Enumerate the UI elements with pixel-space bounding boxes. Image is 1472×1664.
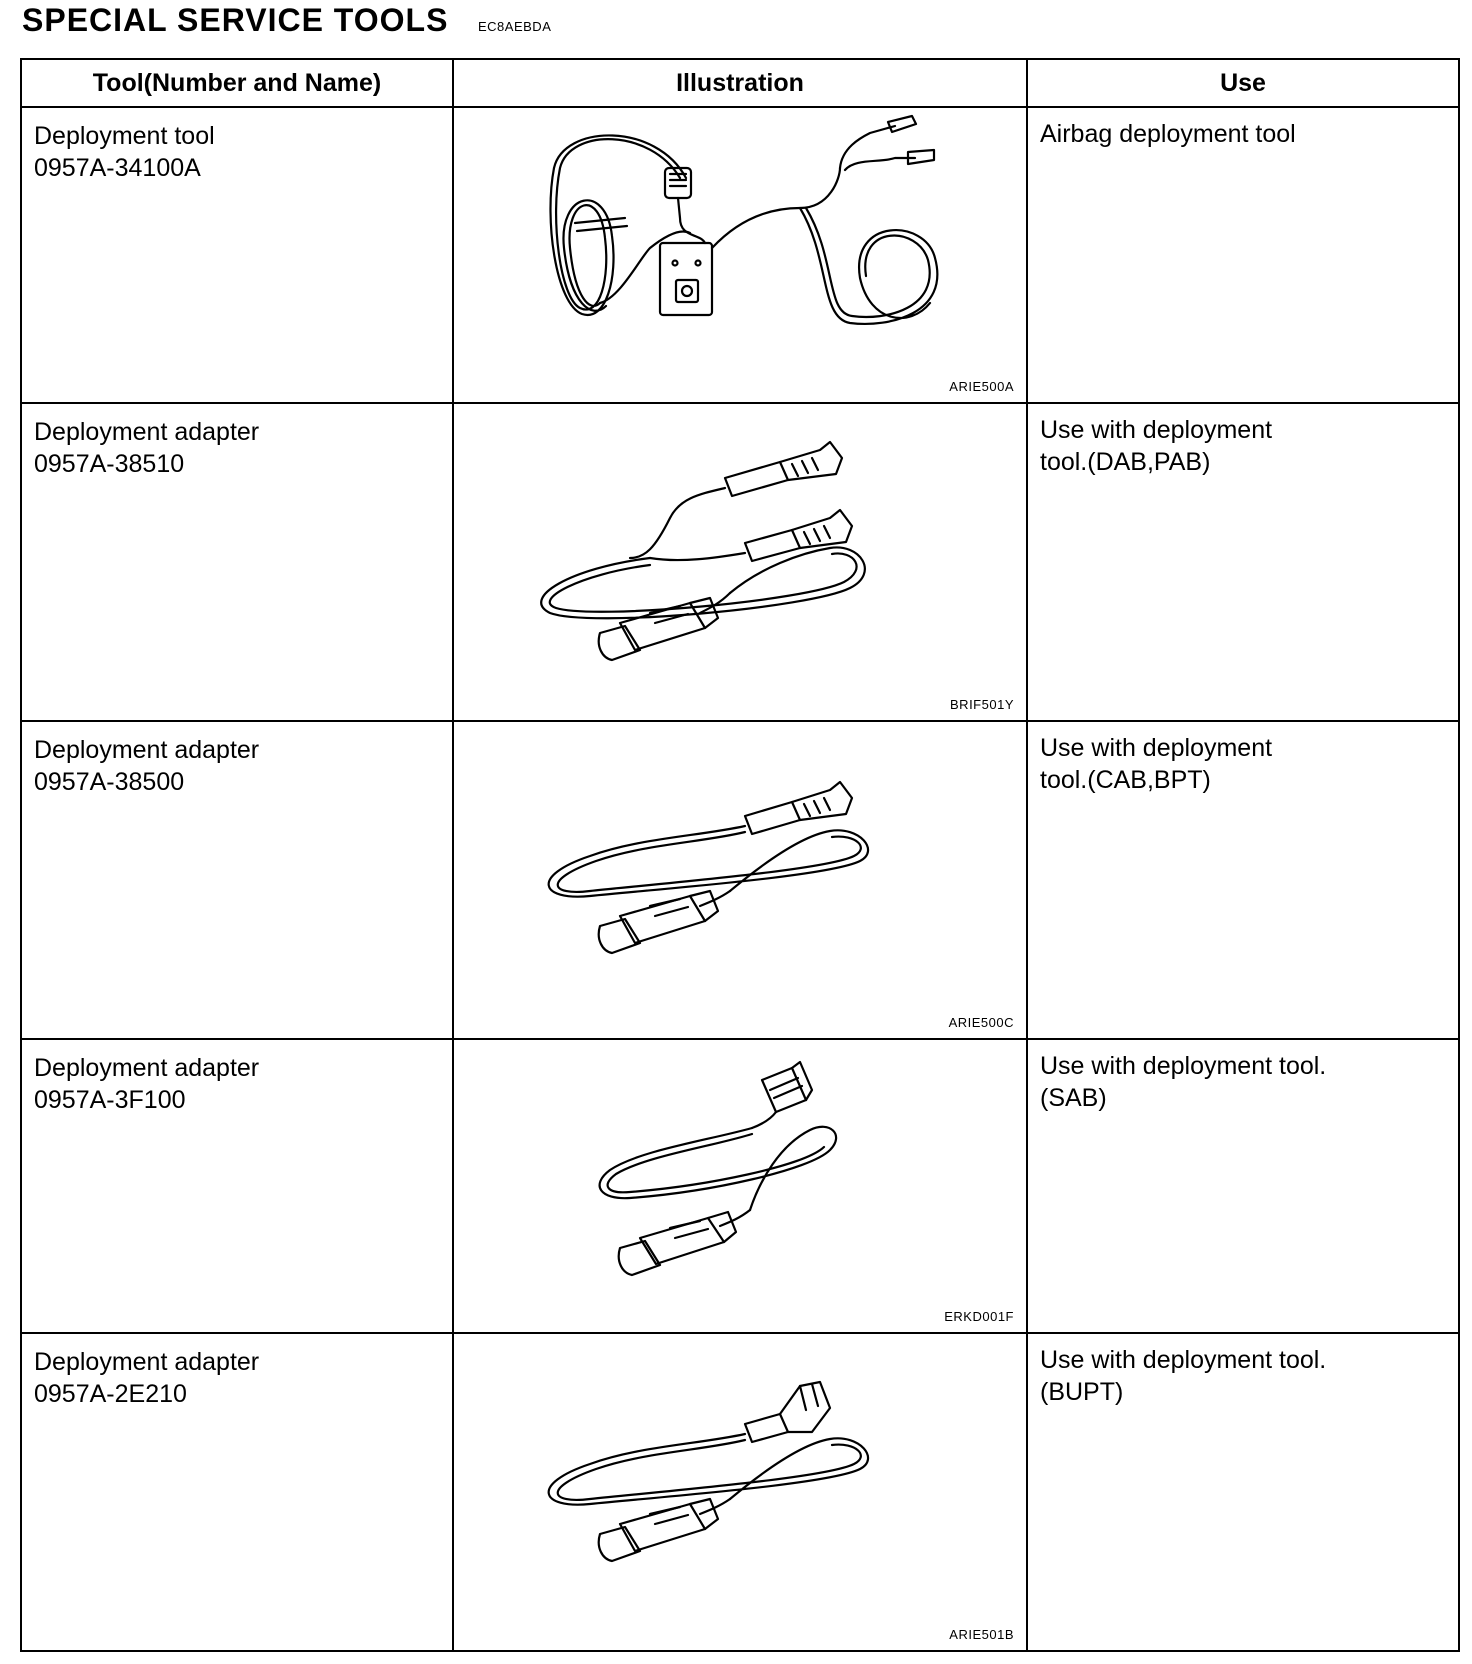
page-title: SPECIAL SERVICE TOOLS [22, 2, 449, 38]
illustration-code: ARIE500C [948, 1015, 1014, 1030]
illustration-cell [453, 403, 1027, 721]
tool-cell [21, 721, 453, 1039]
deployment-tool-icon [530, 108, 950, 348]
tool-name: Deployment adapter [34, 736, 260, 764]
tool-name: Deployment adapter [34, 1348, 260, 1376]
tool-name: Deployment adapter [34, 1054, 260, 1082]
header-tool: Tool(Number and Name) [21, 59, 453, 107]
table-row [21, 403, 1459, 721]
connector-adapter-icon-2 [530, 1374, 950, 1584]
use-cell [1027, 721, 1459, 1039]
dual-connector-adapter-icon [530, 418, 950, 688]
header-use: Use [1027, 59, 1459, 107]
tool-cell [21, 1039, 453, 1333]
tool-number: 0957A-3F100 [34, 1086, 186, 1114]
illustration-code: BRIF501Y [950, 697, 1014, 712]
use-text: Use with deployment tool. [1040, 1052, 1327, 1080]
table-row [21, 721, 1459, 1039]
use-text-2: tool.(CAB,BPT) [1040, 766, 1211, 794]
use-cell [1027, 1039, 1459, 1333]
tool-name: Deployment adapter [34, 418, 260, 446]
use-cell [1027, 1333, 1459, 1651]
use-text: Airbag deployment tool [1040, 120, 1296, 148]
use-cell [1027, 107, 1459, 403]
special-service-tools-table [20, 58, 1460, 1652]
page-code: EC8AEBDA [478, 19, 552, 34]
tool-number: 0957A-34100A [34, 154, 201, 182]
use-text-2: tool.(DAB,PAB) [1040, 448, 1211, 476]
illustration-cell [453, 1333, 1027, 1651]
use-text: Use with deployment [1040, 734, 1273, 762]
tool-cell [21, 403, 453, 721]
illustration-code: ARIE501B [949, 1627, 1014, 1642]
illustration-code: ARIE500A [949, 379, 1014, 394]
use-text-2: (SAB) [1040, 1084, 1107, 1112]
connector-adapter-icon [530, 766, 950, 966]
illustration-cell [453, 1039, 1027, 1333]
tool-name: Deployment tool [34, 122, 215, 150]
table-row [21, 1333, 1459, 1651]
tool-number: 0957A-38510 [34, 450, 185, 478]
use-text-2: (BUPT) [1040, 1378, 1124, 1406]
table-row [21, 1039, 1459, 1333]
use-text: Use with deployment [1040, 416, 1273, 444]
use-text: Use with deployment tool. [1040, 1346, 1327, 1374]
tool-cell [21, 1333, 453, 1651]
table-header-row [21, 59, 1459, 107]
tool-number: 0957A-2E210 [34, 1380, 187, 1408]
tool-number: 0957A-38500 [34, 768, 185, 796]
illustration-code: ERKD001F [944, 1309, 1014, 1324]
illustration-cell [453, 721, 1027, 1039]
use-cell [1027, 403, 1459, 721]
header-illustration: Illustration [453, 59, 1027, 107]
short-connector-adapter-icon [530, 1050, 950, 1290]
illustration-cell [453, 107, 1027, 403]
table-row [21, 107, 1459, 403]
tool-cell [21, 107, 453, 403]
